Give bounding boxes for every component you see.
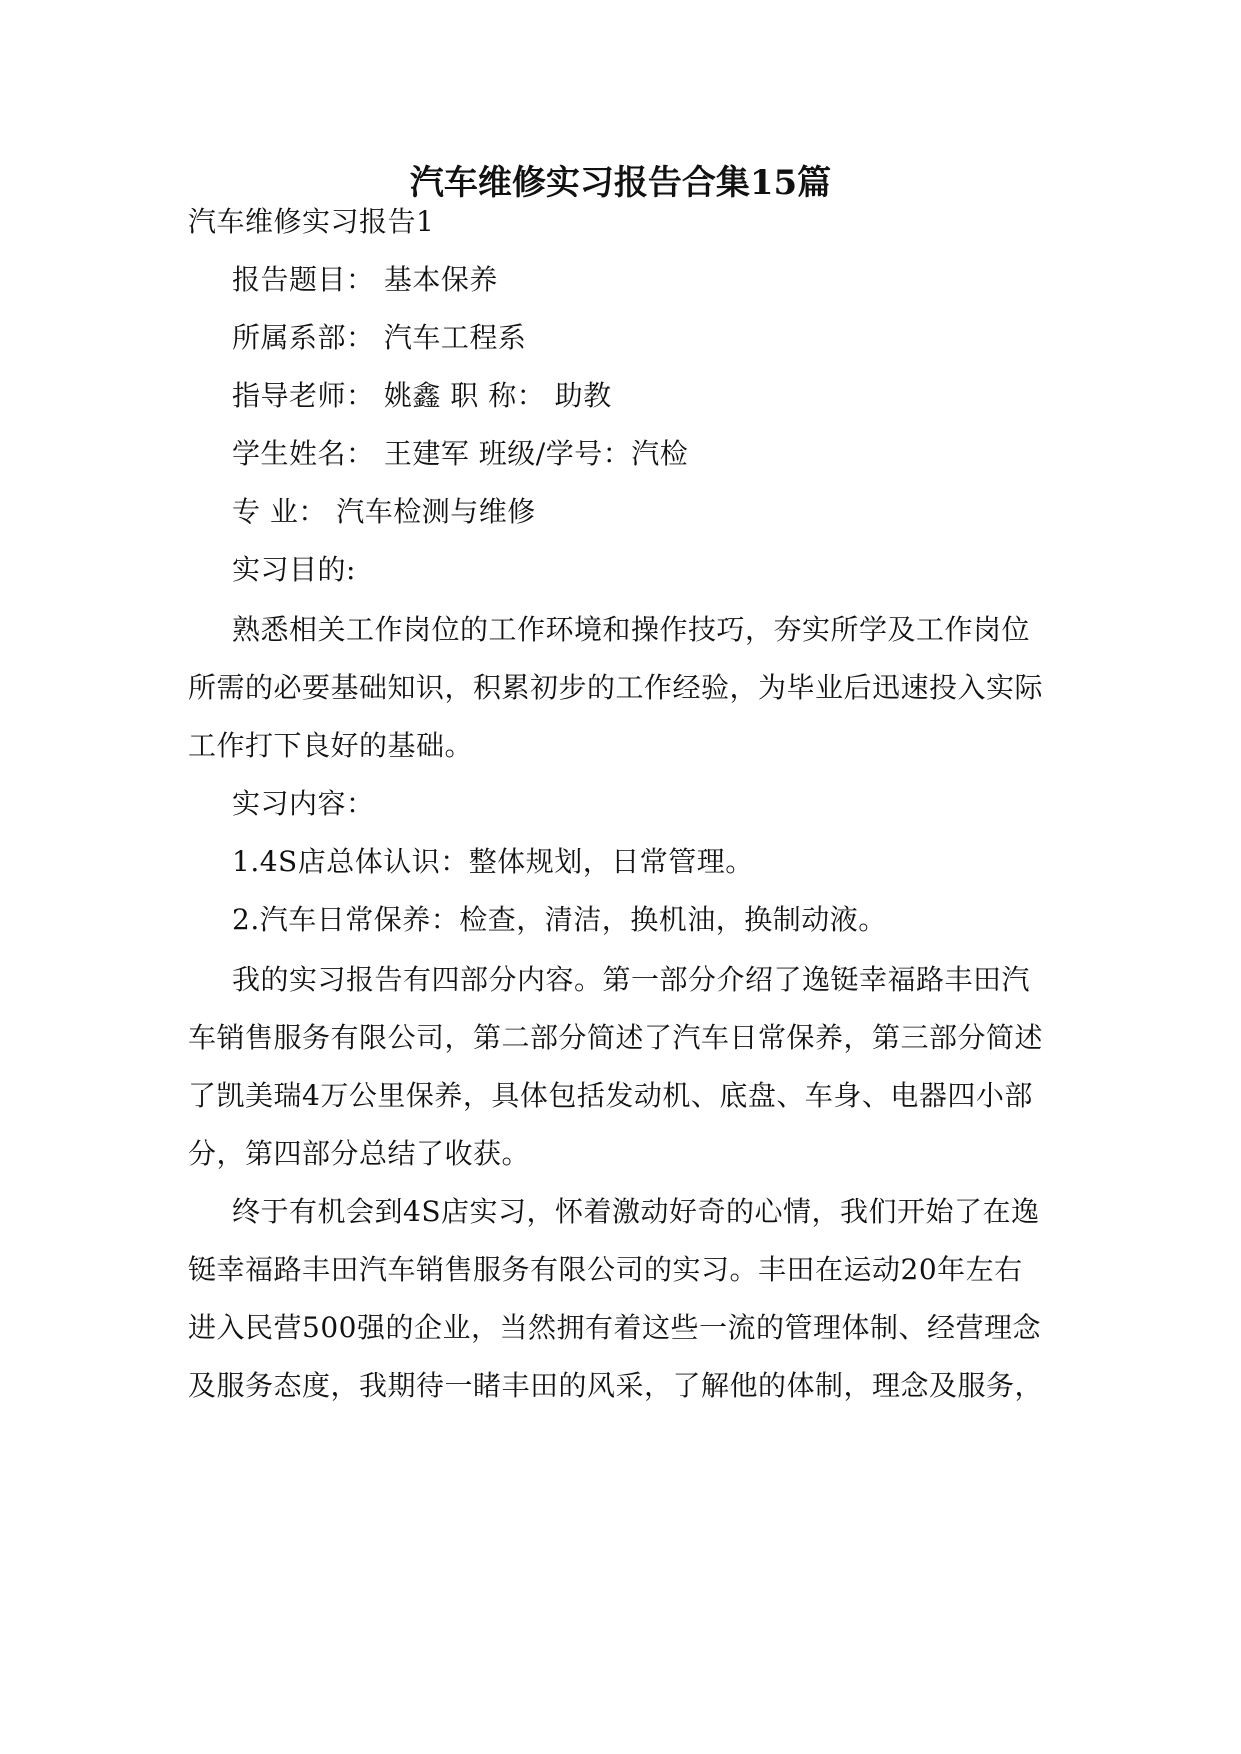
paragraph-line: 所需的必要基础知识，积累初步的工作经验，为毕业后迅速投入实际 [188,671,1044,704]
list-item: 2.汽车日常保养：检查，清洁，换机油，换制动液。 [232,903,887,936]
department-line: 所属系部： 汽车工程系 [232,321,527,354]
paragraph-line: 了凯美瑞4万公里保养，具体包括发动机、底盘、车身、电器四小部 [188,1079,1033,1112]
paragraph-line: 终于有机会到4S店实习，怀着激动好奇的心情，我们开始了在逸 [232,1195,1040,1228]
paragraph-line: 车销售服务有限公司，第二部分简述了汽车日常保养，第三部分简述 [188,1021,1044,1054]
paragraph-line: 分，第四部分总结了收获。 [188,1137,531,1170]
advisor-line: 指导老师： 姚鑫 职 称： 助教 [232,379,612,412]
purpose-heading: 实习目的: [232,553,356,586]
report-topic-line: 报告题目： 基本保养 [232,263,498,296]
paragraph-line: 及服务态度，我期待一睹丰田的风采，了解他的体制，理念及服务， [188,1369,1044,1402]
student-line: 学生姓名： 王建军 班级/学号：汽检 [232,437,689,470]
paragraph-line: 工作打下良好的基础。 [188,729,474,762]
paragraph-line: 铤幸福路丰田汽车销售服务有限公司的实习。丰田在运动20年左右 [188,1253,1023,1286]
page-title: 汽车维修实习报告合集15篇 [409,163,832,203]
section-heading: 汽车维修实习报告1 [188,205,435,238]
list-item: 1.4S店总体认识：整体规划，日常管理。 [232,845,754,878]
paragraph-line: 我的实习报告有四部分内容。第一部分介绍了逸铤幸福路丰田汽 [232,963,1031,996]
paragraph-line: 进入民营500强的企业，当然拥有着这些一流的管理体制、经营理念 [188,1311,1041,1344]
content-heading: 实习内容： [232,787,375,820]
paragraph-line: 熟悉相关工作岗位的工作环境和操作技巧，夯实所学及工作岗位 [232,613,1031,646]
major-line: 专 业： 汽车检测与维修 [232,495,536,528]
